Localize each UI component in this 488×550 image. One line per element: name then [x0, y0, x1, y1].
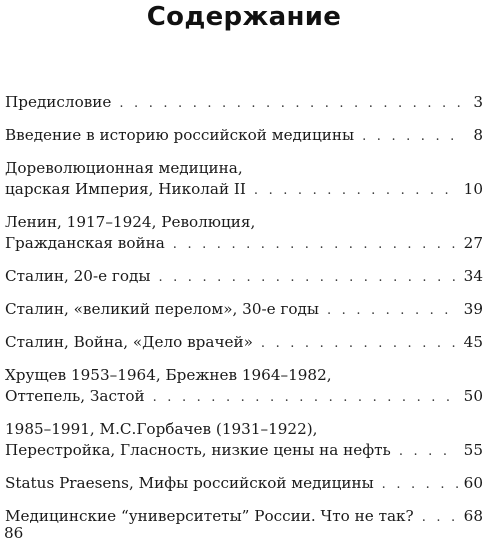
toc-entry-title: Сталин, 20-е годы	[5, 267, 151, 285]
toc-entry-title-line-2: Оттепель, Застой	[5, 387, 145, 405]
toc-entry-title-line-1: Ленин, 1917–1924, Революция,	[5, 213, 256, 231]
dot-leader	[153, 387, 458, 408]
toc-page-number: 68	[463, 507, 483, 525]
toc-entry-prerevolutionary[interactable]	[5, 158, 483, 201]
toc-page-number: 3	[473, 93, 483, 111]
toc-entry-stalin-30s[interactable]	[5, 299, 483, 321]
toc-entry-gorbachev[interactable]	[5, 419, 483, 462]
toc-page-number: 27	[463, 234, 483, 252]
page-title: Содержание	[146, 2, 342, 32]
table-of-contents	[5, 92, 483, 539]
toc-page-number: 34	[463, 267, 483, 285]
dot-leader	[327, 300, 458, 321]
dot-leader	[173, 234, 458, 255]
toc-entry-title-line-2: Перестройка, Гласность, низкие цены на нефть	[5, 441, 391, 459]
toc-entry-stalin-war[interactable]	[5, 332, 483, 354]
toc-page-number: 60	[463, 474, 483, 492]
dot-leader	[399, 441, 458, 462]
toc-entry-lenin[interactable]	[5, 212, 483, 255]
toc-page-number: 45	[463, 333, 483, 351]
toc-entry-title-line-1: 1985–1991, М.С.Горбачев (1931–1922),	[5, 420, 318, 438]
toc-entry-title: Предисловие	[5, 93, 112, 111]
toc-entry-title-line-1: Хрущев 1953–1964, Брежнев 1964–1982,	[5, 366, 332, 384]
toc-page-number: 10	[463, 180, 483, 198]
toc-entry-status-praesens[interactable]	[5, 473, 483, 495]
toc-entry-title-line-2: Гражданская война	[5, 234, 165, 252]
toc-page-number: 39	[463, 300, 483, 318]
dot-leader	[382, 474, 458, 495]
dot-leader	[254, 180, 458, 201]
dot-leader	[422, 507, 458, 528]
dot-leader	[261, 333, 458, 354]
toc-entry-title-line-1: Дореволюционная медицина,	[5, 159, 243, 177]
toc-entry-title: Медицинские “университеты” России. Что не так?	[5, 507, 414, 525]
toc-entry-introduction[interactable]	[5, 125, 483, 147]
toc-entry-title-line-2: царская Империя, Николай II	[5, 180, 246, 198]
dot-leader	[362, 126, 463, 147]
toc-entry-khrushchev-brezhnev[interactable]	[5, 365, 483, 408]
toc-page-number: 50	[463, 387, 483, 405]
dot-leader	[158, 267, 457, 288]
toc-entry-title: Введение в историю российской медицины	[5, 126, 355, 144]
toc-entry-title: Сталин, Война, «Дело врачей»	[5, 333, 253, 351]
toc-entry-stalin-20s[interactable]	[5, 266, 483, 288]
toc-entry-preface[interactable]	[5, 92, 483, 114]
toc-entry-title: Status Praesens, Мифы российской медицины	[5, 474, 374, 492]
toc-entry-title: Сталин, «великий перелом», 30-е годы	[5, 300, 319, 318]
toc-page-number: 55	[463, 441, 483, 459]
dot-leader	[119, 93, 463, 114]
toc-entry-universities[interactable]	[5, 506, 483, 528]
footer-page-number: 86	[4, 524, 24, 542]
toc-page-number: 8	[473, 126, 483, 144]
